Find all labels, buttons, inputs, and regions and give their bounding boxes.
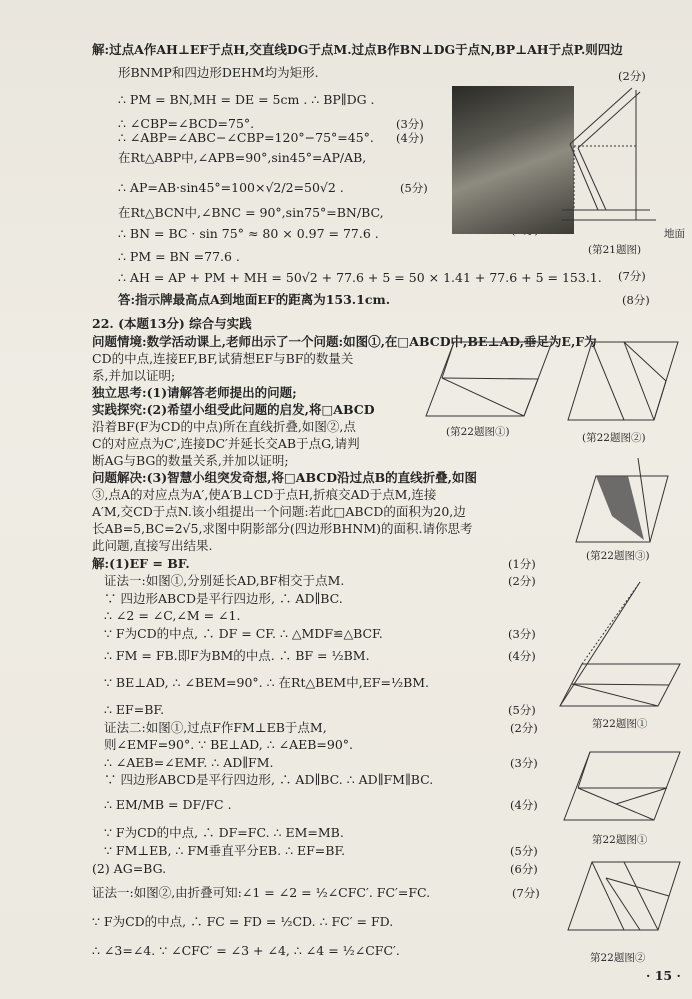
text-line: ∵ BE⊥AD, ∴ ∠BEM=90°. ∴ 在Rt△BEM中,EF=½BM.	[104, 675, 430, 690]
fig22-1-caption: (第22题图①)	[446, 426, 510, 438]
text-line: (2) AG=BG.	[92, 861, 167, 876]
solution-fig3-caption: 第22题图②	[590, 952, 646, 964]
text-line: 22. (本题13分) 综合与实践	[92, 316, 252, 331]
text-line: 系,并加以证明;	[92, 368, 176, 383]
text-line: C的对应点为C′,连接DC′并延长交AB于点G,请判	[92, 436, 360, 451]
score-mark: (5分)	[508, 703, 536, 717]
text-line: 独立思考:(1)请解答老师提出的问题;	[92, 385, 297, 400]
text-line: ∴ PM = BN,MH = DE = 5cm . ∴ BP∥DG .	[118, 92, 375, 107]
text-line: ∴ ∠ABP=∠ABC−∠CBP=120°−75°=45°.	[118, 130, 374, 145]
score-mark: (4分)	[510, 798, 538, 812]
signboard-photo	[452, 86, 574, 234]
text-line: 问题情境:数学活动课上,老师出示了一个问题:如图①,在□ABCD中,BE⊥AD,垂足为E,F为	[92, 334, 597, 349]
text-line: ∴ ∠AEB=∠EMF. ∴ AD∥FM.	[104, 755, 274, 770]
solution-figure-2	[562, 748, 684, 824]
score-mark: (5分)	[510, 844, 538, 858]
score-mark: (5分)	[400, 181, 428, 195]
fig22-3-caption: (第22题图③)	[586, 550, 650, 562]
text-line: CD的中点,连接EF,BF,试猜想EF与BF的数量关	[92, 351, 354, 366]
text-line: ∴ ∠2 = ∠C,∠M = ∠1.	[104, 608, 241, 623]
text-line: 解:过点A作AH⊥EF于点H,交直线DG于点M.过点B作BN⊥DG于点N,BP⊥AH于点P.则四边	[92, 42, 623, 57]
score-mark: (3分)	[396, 117, 424, 131]
score-mark: (7分)	[618, 269, 646, 283]
text-line: ∴ BN = BC · sin 75° ≈ 80 × 0.97 = 77.6 .	[118, 226, 379, 241]
text-line: ∵ F为CD的中点, ∴ DF = CF. ∴ △MDF≌△BCF.	[104, 626, 383, 641]
text-line: 解:(1)EF = BF.	[92, 556, 190, 571]
text-line: ∴ AP=AB·sin45°=100×√2/2=50√2 .	[118, 180, 344, 195]
text-line: ∴ PM = BN =77.6 .	[118, 249, 240, 264]
text-line: 证法二:如图①,过点F作FM⊥EB于点M,	[104, 720, 327, 735]
text-line: ∵ FM⊥EB, ∴ FM垂直平分EB. ∴ EF=BF.	[104, 843, 346, 858]
text-line: 问题解决:(3)智慧小组突发奇想,将□ABCD沿过点B的直线折叠,如图	[92, 470, 478, 485]
text-line: 则∠EMF=90°. ∵ BE⊥AD, ∴ ∠AEB=90°.	[104, 737, 354, 752]
solution-fig1-caption: 第22题图①	[592, 718, 648, 730]
score-mark: (2分)	[510, 721, 538, 735]
solution-fig2-caption: 第22题图①	[592, 834, 648, 846]
score-mark: (3分)	[508, 627, 536, 641]
figure-22-1	[424, 338, 559, 420]
text-line: ∴ FM = FB.即F为BM的中点. ∴ BF = ½BM.	[104, 648, 370, 663]
text-line: ∵ F为CD的中点, ∴ FC = FD = ½CD. ∴ FC′ = FD.	[92, 914, 394, 929]
score-mark: (2分)	[618, 69, 646, 83]
score-mark: (4分)	[396, 131, 424, 145]
score-mark: (4分)	[508, 649, 536, 663]
score-mark: (8分)	[622, 293, 650, 307]
text-line: ∵ F为CD的中点, ∴ DF=FC. ∴ EM=MB.	[104, 825, 344, 840]
figure-22-2	[566, 336, 681, 424]
score-mark: (3分)	[510, 756, 538, 770]
text-line: A′M,交CD于点N.该小组提出一个问题:若此□ABCD的面积为20,边	[92, 504, 466, 519]
text-line: 此问题,直接写出结果.	[92, 538, 213, 553]
ground-label: 地面	[664, 228, 685, 240]
text-line: ∴ EF=BF.	[104, 702, 165, 717]
text-line: ∴ AH = AP + PM + MH = 50√2 + 77.6 + 5 = 50 × 1.41 + 77.6 + 5 = 153.1.	[118, 270, 602, 285]
figure-22-3	[572, 456, 674, 546]
text-line: 实践探究:(2)希望小组受此问题的启发,将□ABCD	[92, 402, 375, 417]
text-line: 证法一:如图①,分别延长AD,BF相交于点M.	[104, 573, 345, 588]
text-line: 形BNMP和四边形DEHM均为矩形.	[118, 65, 319, 80]
text-line: ∴ ∠3=∠4. ∵ ∠CFC′ = ∠3 + ∠4, ∴ ∠4 = ½∠CFC′.	[92, 943, 400, 958]
score-mark: (7分)	[512, 886, 540, 900]
text-line: ∴ ∠CBP=∠BCD=75°.	[118, 116, 255, 131]
score-mark: (1分)	[508, 557, 536, 571]
text-line: 在Rt△BCN中,∠BNC = 90°,sin75°=BN/BC,	[118, 205, 384, 220]
score-mark: (6分)	[510, 862, 538, 876]
text-line: 长AB=5,BC=2√5,求图中阴影部分(四边形BHNM)的面积.请你思考	[92, 521, 473, 536]
text-line: 沿着BF(F为CD的中点)所在直线折叠,如图②,点	[92, 419, 356, 434]
text-line: ∴ EM/MB = DF/FC .	[104, 797, 232, 812]
fig21-caption: (第21题图)	[588, 244, 642, 256]
score-mark: (2分)	[508, 574, 536, 588]
solution-figure-3	[566, 856, 684, 934]
figure-21	[560, 82, 675, 234]
text-line: 在Rt△ABP中,∠APB=90°,sin45°=AP/AB,	[118, 150, 367, 165]
text-line: 证法一:如图②,由折叠可知:∠1 = ∠2 = ½∠CFC′. FC′=FC.	[92, 885, 431, 900]
solution-figure-1	[558, 580, 683, 712]
text-line: ∵ 四边形ABCD是平行四边形, ∴ AD∥BC.	[104, 591, 343, 606]
fig22-2-caption: (第22题图②)	[582, 432, 646, 444]
text-line: 断AG与BG的数量关系,并加以证明;	[92, 453, 289, 468]
page-number: · 15 ·	[646, 968, 681, 983]
text-line: ∵ 四边形ABCD是平行四边形, ∴ AD∥BC. ∴ AD∥FM∥BC.	[104, 772, 434, 787]
text-line: 答:指示牌最高点A到地面EF的距离为153.1cm.	[118, 292, 391, 307]
text-line: ③,点A的对应点为A′,使A′B⊥CD于点H,折痕交AD于点M,连接	[92, 487, 437, 502]
